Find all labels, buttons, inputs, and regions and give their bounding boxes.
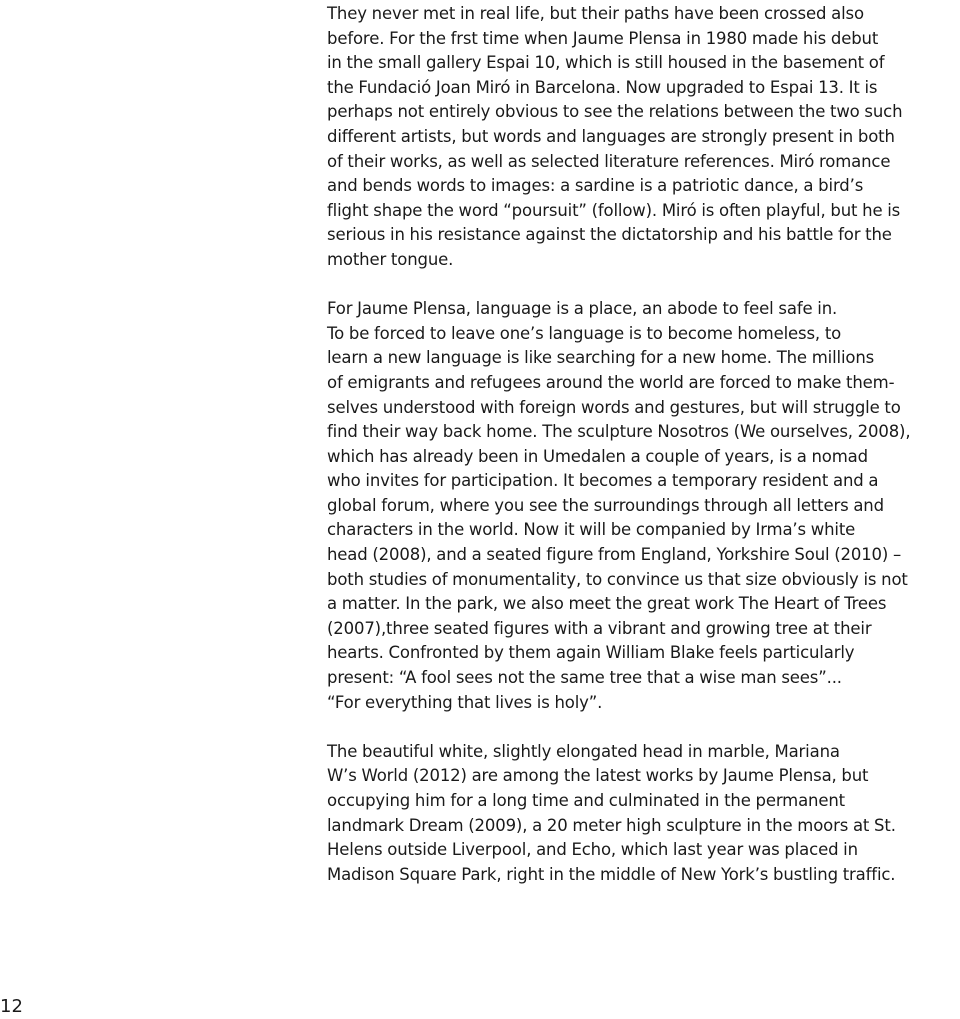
page-number: 12 (0, 996, 23, 1017)
text-line: selves understood with foreign words and gestures, but will struggle to (327, 397, 901, 417)
paragraph-spacer (327, 273, 959, 298)
paragraph-miro-plensa-paths (327, 2, 959, 273)
text-line: before. For the frst time when Jaume Plensa in 1980 made his debut (327, 28, 879, 48)
text-line: learn a new language is like searching for a new home. The millions (327, 348, 875, 368)
text-line: occupying him for a long time and culminated in the permanent (327, 791, 845, 810)
text-line: Madison Square Park, right in the middle of New York’s bustling traffic. (327, 864, 896, 884)
text-line: characters in the world. Now it will be companied by Irma’s white (327, 520, 856, 540)
text-line: For Jaume Plensa, language is a place, an abode to feel safe in. (327, 299, 838, 319)
text-line: W’s World (2012) are among the latest works by Jaume Plensa, but (327, 766, 869, 786)
text-line: perhaps not entirely obvious to see the relations between the two such (327, 102, 903, 122)
text-line: the Fundació Joan Miró in Barcelona. Now upgraded to Espai 13. It is (327, 77, 878, 97)
paragraph-spacer (327, 715, 959, 740)
text-line: flight shape the word “poursuit” (follow). Miró is often playful, but he is (327, 200, 901, 220)
paragraph-language-as-place (327, 297, 959, 715)
text-line: of emigrants and refugees around the world are forced to make them- (327, 372, 895, 392)
text-line: different artists, but words and languages are strongly present in both (327, 126, 895, 146)
text-line: in the small gallery Espai 10, which is still housed in the basement of (327, 53, 885, 73)
text-line: and bends words to images: a sardine is a patriotic dance, a bird’s (327, 176, 864, 196)
text-line: To be forced to leave one’s language is to become homeless, to (327, 323, 842, 343)
text-line: both studies of monumentality, to convince us that size obviously is not (327, 569, 908, 589)
text-line: global forum, where you see the surroundings through all letters and (327, 495, 884, 515)
text-line: present: “A fool sees not the same tree that a wise man sees”... (327, 668, 842, 688)
text-line: (2007),three seated figures with a vibrant and growing tree at their (327, 618, 872, 638)
body-text-column (327, 2, 959, 887)
text-line: hearts. Confronted by them again William Blake feels particularly (327, 643, 855, 663)
text-line: head (2008), and a seated figure from England, Yorkshire Soul (2010) – (327, 545, 902, 565)
text-line: The beautiful white, slightly elongated head in marble, Mariana (327, 741, 840, 761)
text-line: Helens outside Liverpool, and Echo, which last year was placed in (327, 840, 858, 860)
text-line: who invites for participation. It becomes a temporary resident and a (327, 471, 879, 491)
text-line: “For everything that lives is holy”. (327, 692, 603, 712)
text-line: They never met in real life, but their paths have been crossed also (327, 4, 864, 23)
text-line: which has already been in Umedalen a couple of years, is a nomad (327, 446, 868, 466)
text-line: find their way back home. The sculpture Nosotros (We ourselves, 2008), (327, 422, 911, 442)
text-line: serious in his resistance against the dictatorship and his battle for the (327, 225, 892, 245)
text-line: of their works, as well as selected literature references. Miró romance (327, 151, 891, 171)
text-line: a matter. In the park, we also meet the great work The Heart of Trees (327, 594, 887, 614)
paragraph-mariana-head (327, 740, 959, 888)
text-line: landmark Dream (2009), a 20 meter high sculpture in the moors at St. (327, 815, 896, 835)
text-line: mother tongue. (327, 249, 454, 269)
